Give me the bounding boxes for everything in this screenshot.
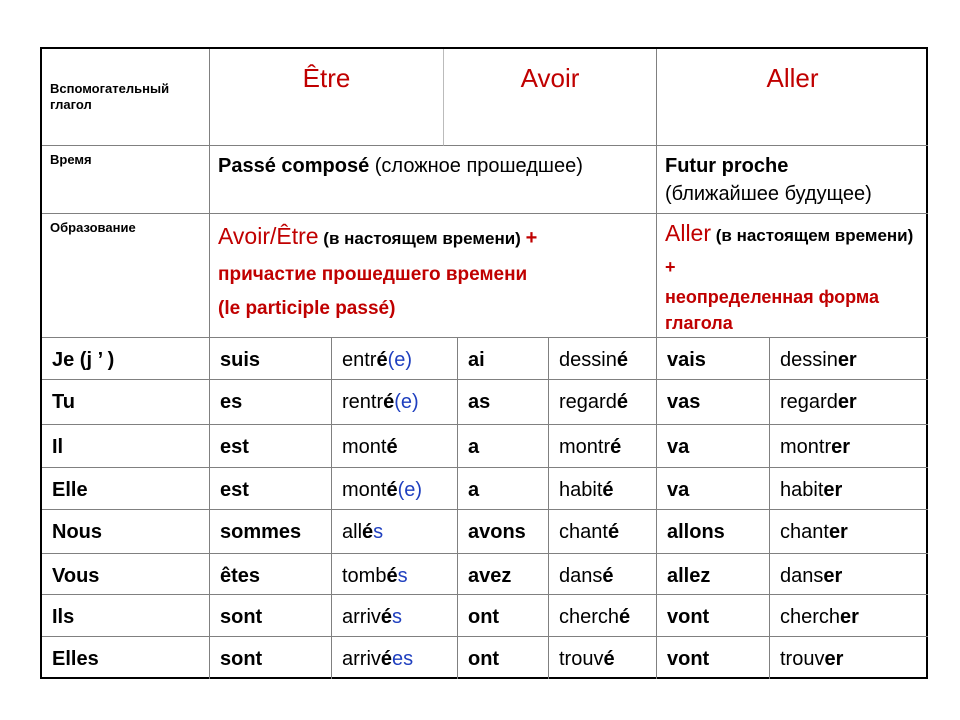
infinitive-ending: er xyxy=(831,436,851,458)
aller-form: allons xyxy=(667,521,725,543)
participle-ending: é xyxy=(602,479,614,501)
participle-ending: é xyxy=(607,521,620,543)
aller-form: va xyxy=(667,436,690,458)
etre-form: est xyxy=(220,479,249,501)
aller-form: vas xyxy=(667,391,701,413)
participle-stem: rentr xyxy=(342,391,384,413)
avoir-form-cell xyxy=(458,338,549,380)
infinitive-ending: er xyxy=(840,606,859,628)
fp-aux-verb: Aller xyxy=(665,220,712,246)
etre-form: êtes xyxy=(220,565,261,587)
passe-compose-name: Passé composé xyxy=(218,155,370,177)
etre-form: suis xyxy=(220,349,261,371)
avoir-form-cell xyxy=(458,510,549,554)
avoir-form-cell xyxy=(458,425,549,468)
participle-ending: é xyxy=(386,565,398,587)
participle-agreement: s xyxy=(397,565,408,587)
participle-ending: é xyxy=(383,391,395,413)
avoir-participle-cell xyxy=(549,510,657,554)
etre-form-cell xyxy=(210,510,332,554)
infinitive-stem: trouv xyxy=(780,648,825,670)
participle-agreement: (e) xyxy=(397,479,423,501)
participle-agreement: s xyxy=(392,606,403,628)
aller-form: vont xyxy=(667,606,710,628)
pronoun-cell xyxy=(42,380,210,425)
etre-participle-cell xyxy=(332,468,458,510)
avoir-participle-cell xyxy=(549,554,657,595)
infinitive-ending: er xyxy=(837,391,857,413)
fp-note: (в настоящем времени) xyxy=(711,226,914,245)
participle-ending: é xyxy=(603,648,615,670)
participle-ending: é xyxy=(619,606,631,628)
participle-ending: é xyxy=(380,606,393,628)
participle-ending: é xyxy=(386,479,398,501)
avoir-form-cell xyxy=(458,595,549,637)
etre-form-cell xyxy=(210,380,332,425)
etre-form-cell xyxy=(210,468,332,510)
infinitive-stem: chant xyxy=(780,521,829,543)
fp-infinitive-line: неопределенная форма глагола xyxy=(665,287,880,333)
aller-header: Aller xyxy=(657,49,928,146)
fp-formation-cell xyxy=(657,214,928,338)
infinitive-ending: er xyxy=(823,565,843,587)
etre-form-cell xyxy=(210,338,332,380)
infinitive-cell xyxy=(770,380,928,425)
participle-stem: habit xyxy=(559,479,603,501)
pronoun: Je (j ’ ) xyxy=(52,349,115,371)
pronoun-cell xyxy=(42,510,210,554)
pc-formation-cell xyxy=(210,214,657,338)
pronoun: Ils xyxy=(52,606,75,628)
etre-header: Être xyxy=(210,49,444,146)
aller-form-cell xyxy=(657,468,770,510)
etre-participle-cell xyxy=(332,637,458,679)
participle-ending: é xyxy=(610,436,622,458)
infinitive-stem: montr xyxy=(780,436,832,458)
avoir-form: a xyxy=(468,436,480,458)
pc-aux-verbs: Avoir/Être xyxy=(218,223,319,249)
etre-form-cell xyxy=(210,554,332,595)
participle-ending: é xyxy=(616,391,628,413)
infinitive-ending: er xyxy=(823,479,843,501)
etre-participle-cell xyxy=(332,380,458,425)
avoir-form: ai xyxy=(468,349,485,371)
infinitive-cell xyxy=(770,338,928,380)
aller-form: vont xyxy=(667,648,710,670)
infinitive-stem: cherch xyxy=(780,606,841,628)
pc-participle-fr: (le participle passé) xyxy=(218,298,396,319)
etre-participle-cell xyxy=(332,554,458,595)
aller-form-cell xyxy=(657,595,770,637)
avoir-form: avez xyxy=(468,565,512,587)
pronoun-cell xyxy=(42,425,210,468)
etre-form-cell xyxy=(210,425,332,468)
participle-stem: arriv xyxy=(342,648,381,670)
avoir-participle-cell xyxy=(549,468,657,510)
aller-form-cell xyxy=(657,425,770,468)
participle-stem: entr xyxy=(342,349,377,371)
avoir-form: a xyxy=(468,479,480,501)
etre-form: sont xyxy=(220,648,263,670)
aller-form-cell xyxy=(657,637,770,679)
avoir-form: as xyxy=(468,391,491,413)
etre-form-cell xyxy=(210,637,332,679)
conjugation-table xyxy=(40,47,928,679)
infinitive-stem: dessin xyxy=(780,349,838,371)
pronoun: Il xyxy=(52,436,64,458)
infinitive-ending: er xyxy=(837,349,857,371)
participle-ending: é xyxy=(380,648,393,670)
avoir-form: ont xyxy=(468,648,500,670)
participle-stem: mont xyxy=(342,479,387,501)
participle-agreement: (e) xyxy=(394,391,419,413)
infinitive-cell xyxy=(770,637,928,679)
participle-ending: é xyxy=(386,436,398,458)
participle-agreement: es xyxy=(392,648,414,670)
participle-ending: é xyxy=(376,349,388,371)
avoir-form-cell xyxy=(458,637,549,679)
aller-form-cell xyxy=(657,380,770,425)
infinitive-ending: er xyxy=(828,521,848,543)
pronoun-cell xyxy=(42,554,210,595)
participle-agreement: s xyxy=(373,521,384,543)
avoir-participle-cell xyxy=(549,637,657,679)
aller-form: allez xyxy=(667,565,711,587)
infinitive-ending: er xyxy=(824,648,844,670)
avoir-form-cell xyxy=(458,380,549,425)
avoir-form: ont xyxy=(468,606,500,628)
participle-stem: regard xyxy=(559,391,617,413)
participle-stem: dans xyxy=(559,565,603,587)
infinitive-cell xyxy=(770,425,928,468)
avoir-header: Avoir xyxy=(444,49,657,146)
participle-stem: mont xyxy=(342,436,387,458)
participle-stem: chant xyxy=(559,521,608,543)
futur-proche-name: Futur proche xyxy=(665,155,789,177)
etre-participle-cell xyxy=(332,425,458,468)
etre-form: es xyxy=(220,391,243,413)
pronoun: Elles xyxy=(52,648,99,670)
participle-stem: cherch xyxy=(559,606,620,628)
pronoun: Nous xyxy=(52,521,102,543)
etre-form: est xyxy=(220,436,249,458)
formation-label: Образование xyxy=(42,214,210,338)
pc-participle-line: причастие прошедшего времени xyxy=(218,264,528,285)
participle-ending: é xyxy=(602,565,614,587)
pronoun-cell xyxy=(42,595,210,637)
avoir-participle-cell xyxy=(549,425,657,468)
participle-ending: é xyxy=(616,349,628,371)
etre-participle-cell xyxy=(332,338,458,380)
etre-form: sommes xyxy=(220,521,302,543)
infinitive-stem: dans xyxy=(780,565,824,587)
passe-compose-translation: (сложное прошедшее) xyxy=(369,155,583,177)
etre-form: sont xyxy=(220,606,263,628)
infinitive-stem: habit xyxy=(780,479,824,501)
avoir-form: avons xyxy=(468,521,526,543)
pronoun: Vous xyxy=(52,565,100,587)
etre-participle-cell xyxy=(332,595,458,637)
participle-stem: trouv xyxy=(559,648,604,670)
participle-stem: all xyxy=(342,521,363,543)
etre-participle-cell xyxy=(332,510,458,554)
aux-verb-label: Вспомогательный глагол xyxy=(42,49,210,146)
participle-stem: arriv xyxy=(342,606,381,628)
participle-stem: tomb xyxy=(342,565,387,587)
futur-proche-cell xyxy=(657,146,928,214)
fp-plus: + xyxy=(665,257,676,277)
avoir-form-cell xyxy=(458,468,549,510)
futur-proche-translation: (ближайшее будущее) xyxy=(665,183,872,205)
pronoun-cell xyxy=(42,468,210,510)
pc-note: (в настоящем времени) xyxy=(318,229,526,248)
time-label: Время xyxy=(42,146,210,214)
participle-agreement: (e) xyxy=(387,349,413,371)
participle-ending: é xyxy=(362,521,374,543)
aller-form-cell xyxy=(657,554,770,595)
avoir-participle-cell xyxy=(549,338,657,380)
aller-form-cell xyxy=(657,510,770,554)
pc-plus: + xyxy=(525,227,538,249)
pronoun: Tu xyxy=(52,391,75,413)
pronoun-cell xyxy=(42,338,210,380)
avoir-participle-cell xyxy=(549,595,657,637)
pronoun-cell xyxy=(42,637,210,679)
avoir-form-cell xyxy=(458,554,549,595)
infinitive-stem: regard xyxy=(780,391,838,413)
pronoun: Elle xyxy=(52,479,88,501)
participle-stem: dessin xyxy=(559,349,617,371)
participle-stem: montr xyxy=(559,436,611,458)
aller-form: vais xyxy=(667,349,706,371)
etre-form-cell xyxy=(210,595,332,637)
infinitive-cell xyxy=(770,510,928,554)
infinitive-cell xyxy=(770,468,928,510)
aller-form: va xyxy=(667,479,690,501)
infinitive-cell xyxy=(770,554,928,595)
passe-compose-cell xyxy=(210,146,657,214)
aller-form-cell xyxy=(657,338,770,380)
avoir-participle-cell xyxy=(549,380,657,425)
infinitive-cell xyxy=(770,595,928,637)
